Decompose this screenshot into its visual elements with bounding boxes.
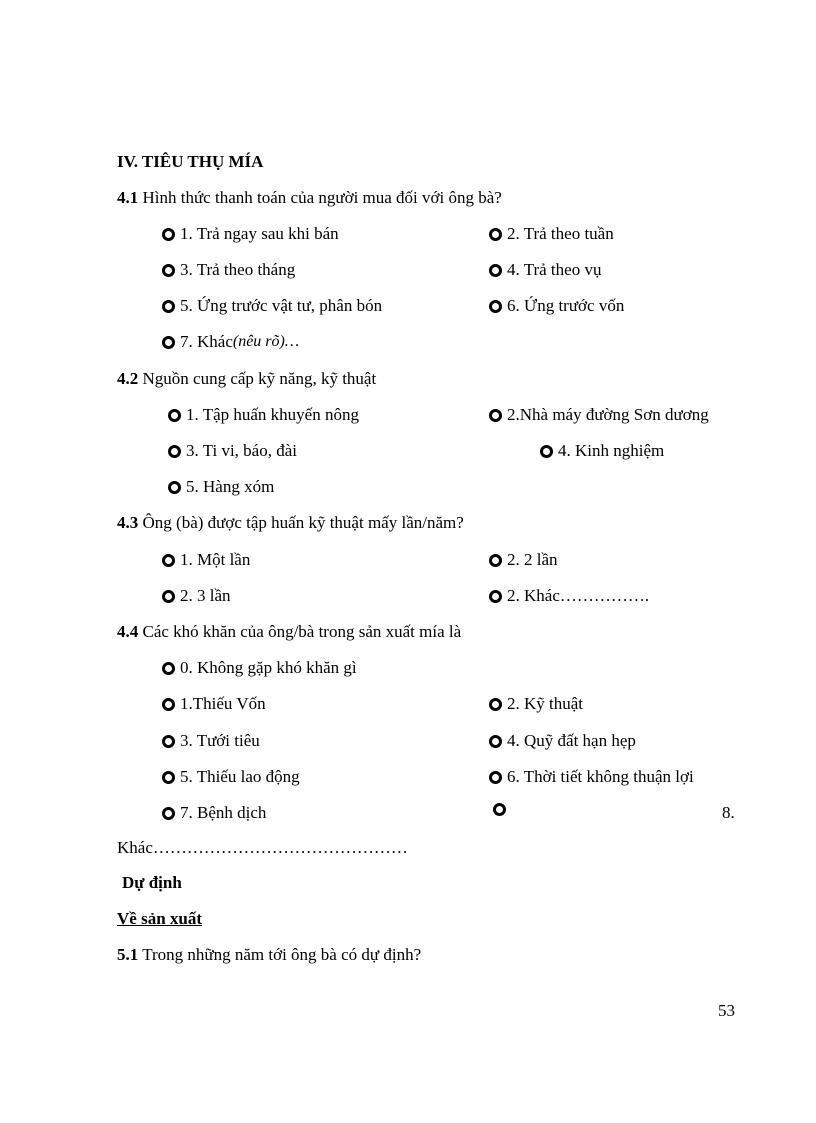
option-note: (nêu rõ)… (232, 333, 300, 350)
option-radio[interactable] (162, 658, 357, 678)
radio-circle-icon (168, 481, 181, 494)
option-label: 7. Khác (180, 332, 233, 351)
option-radio[interactable] (489, 694, 583, 714)
option-radio[interactable] (162, 731, 260, 751)
radio-circle-icon (493, 803, 506, 816)
option-label: 4. Trả theo vụ (507, 260, 602, 279)
question-text: Ông (bà) được tập huấn kỹ thuật mấy lần/năm? (138, 513, 464, 532)
option-label: 1.Thiếu Vốn (180, 694, 266, 713)
option-radio[interactable] (162, 332, 299, 352)
option-radio[interactable] (489, 405, 709, 425)
plans-title: Dự định (122, 873, 182, 892)
option-label: 6. Thời tiết không thuận lợi (507, 767, 694, 786)
radio-circle-icon (168, 409, 181, 422)
radio-circle-icon (162, 554, 175, 567)
option-radio[interactable] (489, 296, 624, 316)
question-4-3 (117, 513, 464, 533)
question-text: Nguồn cung cấp kỹ năng, kỹ thuật (138, 369, 377, 388)
radio-circle-icon (540, 445, 553, 458)
radio-circle-icon (489, 735, 502, 748)
production-heading: Về sản xuất (117, 909, 203, 928)
option-label: 6. Ứng trước vốn (507, 296, 625, 315)
radio-circle-icon (168, 445, 181, 458)
question-number: 5.1 (117, 945, 139, 964)
radio-circle-icon (162, 771, 175, 784)
radio-circle-icon (489, 228, 502, 241)
radio-circle-icon (489, 409, 502, 422)
option-label: 2. 2 lần (507, 550, 558, 569)
radio-circle-icon (162, 590, 175, 603)
question-4-2 (117, 369, 376, 389)
question-5-1 (117, 945, 421, 965)
option-radio[interactable] (162, 260, 295, 280)
option-radio[interactable] (162, 224, 339, 244)
option-radio[interactable] (162, 803, 266, 823)
option-radio[interactable] (489, 550, 558, 570)
option-label: 1. Trả ngay sau khi bán (180, 224, 339, 243)
option-radio[interactable] (162, 296, 382, 316)
radio-circle-icon (162, 662, 175, 675)
option-label: 5. Hàng xóm (186, 477, 275, 496)
radio-circle-icon (162, 264, 175, 277)
option-label: 2. Trả theo tuần (507, 224, 614, 243)
option-label-other: Khác……………………………………… (117, 838, 408, 857)
option-label: 2. Kỹ thuật (507, 694, 584, 713)
option-label: 3. Ti vi, báo, đài (186, 441, 297, 460)
question-number: 4.3 (117, 513, 139, 532)
option-label: 0. Không gặp khó khăn gì (180, 658, 357, 677)
radio-circle-icon (489, 590, 502, 603)
option-label: 4. Quỹ đất hạn hẹp (507, 731, 636, 750)
option-radio[interactable] (168, 477, 274, 497)
option-label: 1. Một lần (180, 550, 251, 569)
option-label: 3. Trả theo tháng (180, 260, 296, 279)
option-label: 2. 3 lần (180, 586, 231, 605)
option-radio[interactable] (489, 767, 694, 787)
radio-circle-icon (489, 264, 502, 277)
radio-circle-icon (162, 228, 175, 241)
option-radio-other[interactable] (493, 803, 511, 816)
radio-circle-icon (162, 698, 175, 711)
radio-circle-icon (489, 554, 502, 567)
question-text: Hình thức thanh toán của người mua đối với ông bà? (142, 188, 502, 207)
question-number: 4.1 (117, 188, 139, 207)
page-number: 53 (718, 1001, 735, 1020)
option-radio[interactable] (162, 550, 250, 570)
radio-circle-icon (162, 807, 175, 820)
section-title: IV. TIÊU THỤ MÍA (117, 152, 264, 171)
option-radio[interactable] (489, 731, 636, 751)
option-radio[interactable] (168, 405, 359, 425)
option-label: 5. Thiếu lao động (180, 767, 300, 786)
question-number: 4.2 (117, 369, 139, 388)
question-4-1 (117, 188, 502, 208)
radio-circle-icon (489, 300, 502, 313)
option-label-number: 8. (722, 803, 735, 822)
radio-circle-icon (162, 300, 175, 313)
question-4-4 (117, 622, 461, 642)
radio-circle-icon (489, 771, 502, 784)
question-text: Các khó khăn của ông/bà trong sản xuất mía là (138, 622, 462, 641)
option-radio[interactable] (162, 767, 300, 787)
option-radio[interactable] (489, 586, 649, 606)
radio-circle-icon (489, 698, 502, 711)
option-label: 2. Khác……………. (507, 586, 650, 605)
option-label: 2.Nhà máy đường Sơn dương (507, 405, 709, 424)
option-label: 5. Ứng trước vật tư, phân bón (180, 296, 383, 315)
option-radio[interactable] (489, 224, 614, 244)
option-label: 4. Kinh nghiệm (558, 441, 665, 460)
option-label: 1. Tập huấn khuyến nông (186, 405, 359, 424)
option-radio[interactable] (489, 260, 601, 280)
option-radio[interactable] (540, 441, 664, 461)
option-radio[interactable] (168, 441, 297, 461)
radio-circle-icon (162, 735, 175, 748)
option-radio[interactable] (162, 694, 266, 714)
question-text: Trong những năm tới ông bà có dự định? (138, 945, 422, 964)
option-label: 7. Bệnh dịch (180, 803, 267, 822)
radio-circle-icon (162, 336, 175, 349)
option-label: 3. Tưới tiêu (180, 731, 260, 750)
option-radio[interactable] (162, 586, 231, 606)
question-number: 4.4 (117, 622, 139, 641)
